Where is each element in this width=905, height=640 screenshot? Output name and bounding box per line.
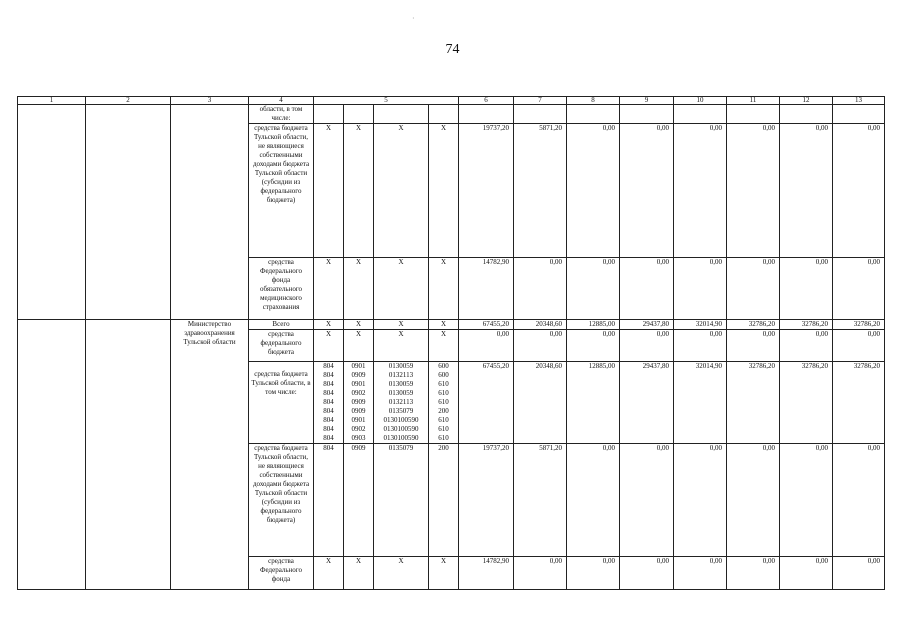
value-cell: 0,00 (833, 330, 885, 362)
header-row (18, 97, 885, 105)
value-cell: 0,00 (459, 330, 514, 362)
cell-col2 (86, 105, 171, 320)
value-cell: 0,00 (674, 124, 727, 258)
code-cell: X (429, 124, 459, 258)
cell-col2 (86, 320, 171, 590)
value-cell: 0,00 (833, 124, 885, 258)
value-cell: 0,00 (833, 557, 885, 590)
value-cell: 0,00 (567, 557, 620, 590)
value-cell: 0,00 (674, 330, 727, 362)
value-cell: 0,00 (620, 330, 674, 362)
code-cell: X (374, 320, 429, 330)
table-row (18, 105, 885, 124)
header-col-8: 8 (567, 97, 620, 105)
value-cell: 0,00 (674, 557, 727, 590)
value-cell: 0,00 (833, 258, 885, 320)
header-col-13: 13 (833, 97, 885, 105)
value-cell: 0,00 (514, 330, 567, 362)
code-cell: 0135079 (374, 444, 429, 557)
value-cell: 20348,60 (514, 320, 567, 330)
code-cell: X (314, 258, 344, 320)
csr-codes: 0130059 0132113 0130059 0130059 0132113 0135079 0130100590 0130100590 0130100590 (374, 362, 429, 444)
value-cell: 32786,20 (780, 362, 833, 444)
header-col-9: 9 (620, 97, 674, 105)
header-col-12: 12 (780, 97, 833, 105)
code-cell: X (344, 557, 374, 590)
value-cell: 0,00 (514, 258, 567, 320)
row-label: средства федерального бюджета (249, 330, 314, 362)
header-col-2: 2 (86, 97, 171, 105)
code-cell: X (429, 258, 459, 320)
value-cell: 0,00 (780, 557, 833, 590)
row-label: средства бюджета Тульской области, в том числе: (249, 362, 314, 444)
value-cell: 5871,20 (514, 124, 567, 258)
row-label: средства бюджета Тульской области, не являющиеся собственными доходами бюджета Тульской области (субсидии из федерального бюджета) (249, 444, 314, 557)
value-cell: 67455,20 (459, 320, 514, 330)
code-cell: X (314, 557, 344, 590)
value-cell: 29437,80 (620, 362, 674, 444)
value-cell: 0,00 (727, 330, 780, 362)
header-col-5: 5 (314, 97, 459, 105)
header-col-7: 7 (514, 97, 567, 105)
value-cell: 0,00 (514, 557, 567, 590)
value-cell: 0,00 (833, 444, 885, 557)
code-cell: 200 (429, 444, 459, 557)
cell-col1 (18, 320, 86, 590)
code-cell: X (429, 557, 459, 590)
value-cell: 32014,90 (674, 362, 727, 444)
rzpr-codes: 0901 0909 0901 0902 0909 0909 0901 0902 0903 (344, 362, 374, 444)
value-cell: 0,00 (567, 124, 620, 258)
value-cell: 32014,90 (674, 320, 727, 330)
value-cell: 0,00 (567, 444, 620, 557)
value-cell: 0,00 (780, 124, 833, 258)
row-label: средства бюджета Тульской области, не являющиеся собственными доходами бюджета Тульской области (субсидии из федерального бюджета) (249, 124, 314, 258)
value-cell: 14782,90 (459, 258, 514, 320)
value-cell: 12885,00 (567, 320, 620, 330)
value-cell: 32786,20 (833, 362, 885, 444)
value-cell: 0,00 (780, 258, 833, 320)
code-cell: X (314, 124, 344, 258)
value-cell: 0,00 (620, 258, 674, 320)
grbs-codes: 804 804 804 804 804 804 804 804 804 (314, 362, 344, 444)
header-col-11: 11 (727, 97, 780, 105)
header-col-1: 1 (18, 97, 86, 105)
value-cell: 0,00 (727, 444, 780, 557)
value-cell: 20348,60 (514, 362, 567, 444)
value-cell: 0,00 (620, 444, 674, 557)
value-cell: 0,00 (727, 258, 780, 320)
row-label: области, в том числе: (249, 105, 314, 124)
code-cell: X (344, 320, 374, 330)
header-col-4: 4 (249, 97, 314, 105)
value-cell: 0,00 (674, 444, 727, 557)
value-cell: 29437,80 (620, 320, 674, 330)
budget-table (17, 96, 885, 590)
header-col-3: 3 (171, 97, 249, 105)
value-cell: 19737,20 (459, 124, 514, 258)
cell-col3 (171, 105, 249, 320)
value-cell: 32786,20 (727, 362, 780, 444)
code-cell: X (374, 557, 429, 590)
code-cell: X (344, 124, 374, 258)
code-cell: X (314, 330, 344, 362)
value-cell: 0,00 (620, 124, 674, 258)
cell-col1 (18, 105, 86, 320)
value-cell: 0,00 (674, 258, 727, 320)
value-cell: 0,00 (780, 444, 833, 557)
ministry-name: Министерство здравоохранения Тульской области (171, 320, 249, 590)
value-cell: 0,00 (620, 557, 674, 590)
value-cell: 14782,90 (459, 557, 514, 590)
code-cell: 804 (314, 444, 344, 557)
value-cell: 32786,20 (780, 320, 833, 330)
row-label: средства Федерального фонда обязательного медицинского страхования (249, 258, 314, 320)
value-cell: 32786,20 (833, 320, 885, 330)
value-cell: 12885,00 (567, 362, 620, 444)
value-cell: 32786,20 (727, 320, 780, 330)
code-cell: X (374, 124, 429, 258)
code-cell: X (429, 320, 459, 330)
code-cell: 0909 (344, 444, 374, 557)
code-cell: X (374, 330, 429, 362)
scan-mark: · (412, 14, 415, 23)
value-cell: 0,00 (780, 330, 833, 362)
code-cell: X (374, 258, 429, 320)
value-cell: 0,00 (567, 330, 620, 362)
value-cell: 0,00 (567, 258, 620, 320)
value-cell: 0,00 (727, 124, 780, 258)
code-cell: X (429, 330, 459, 362)
header-col-6: 6 (459, 97, 514, 105)
value-cell: 19737,20 (459, 444, 514, 557)
row-label: средства Федерального фонда (249, 557, 314, 590)
vr-codes: 600 600 610 610 610 200 610 610 610 (429, 362, 459, 444)
code-cell: X (344, 330, 374, 362)
row-label: Всего (249, 320, 314, 330)
table-row (18, 320, 885, 330)
header-col-10: 10 (674, 97, 727, 105)
page-number: 74 (445, 42, 460, 57)
code-cell: X (314, 320, 344, 330)
value-cell: 67455,20 (459, 362, 514, 444)
value-cell: 0,00 (727, 557, 780, 590)
code-cell: X (344, 258, 374, 320)
value-cell: 5871,20 (514, 444, 567, 557)
